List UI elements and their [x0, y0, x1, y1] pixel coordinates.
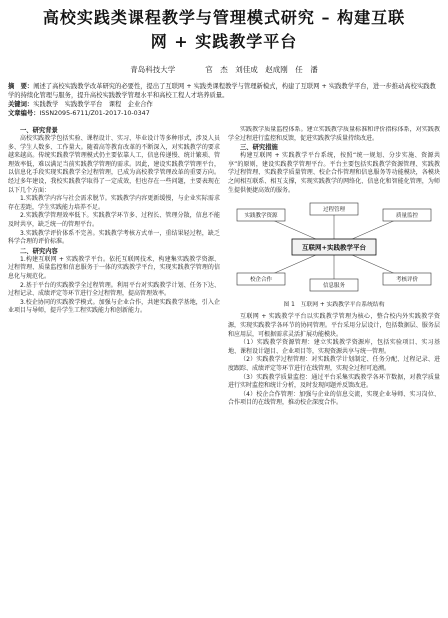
title-line-1: 高校实践类课程教学与管理模式研究 – 构建互联: [42, 8, 406, 27]
keywords-label: 关键词：: [8, 101, 34, 108]
body-paragraph: 高校实践教学包括实验、课程设计、实习、毕业设计等多种形式，涉及人员多、学生人数多、工作量大。随着高等教育改革的不断深入，对实践教学的要求越来越高。传统实践教学管理模式仍主要依靠人工，信息传递慢、统计繁琐、管理效率低，难以满足当前实践教学管理的需求。因此，建设实践教学管理平台，以信息化手段实现实践教学全过程管理，已成为高校教学管理改革的重要方向。经过多年建设，我校实践教学取得了一定成效，但也存在一些问题，主要表现在以下几个方面：: [8, 135, 220, 194]
section-heading: 三、研究措施: [240, 144, 278, 152]
figure-caption: 图 1 互联网 + 实践教学平台系统结构: [283, 301, 385, 308]
docid-label: 文章编号：: [8, 110, 40, 117]
body-columns: [8, 126, 440, 408]
body-paragraph: 构建互联网 + 实践教学平台系统，按照“统一规划、分步实施、资源共享”的原则，建设实践教学管理平台。平台主要包括实践教学资源管理、实践教学过程管理、实践教学质量管理、校企合作管理和信息服务等功能模块，各模块之间相互联系、相互支撑，实现实践教学的网络化、信息化和智能化管理，为师生提供便捷高效的服务。: [228, 152, 440, 194]
body-paragraph: 2.实践教学管理效率低下。实践教学环节多、过程长、管理分散，信息不能及时共享，缺乏统一的管理平台。: [8, 212, 220, 228]
diagram-center-label: 互联网+实践教学平台: [302, 243, 366, 252]
keywords: [8, 100, 440, 109]
diagram-node-label: 实践教学资源: [244, 213, 278, 220]
body-paragraph: 3.实践教学评价体系不完善。实践教学考核方式单一，重结果轻过程，缺乏科学合理的评价标准。: [8, 229, 220, 246]
platform-diagram-svg: [231, 201, 437, 293]
body-paragraph: 互联网 + 实践教学平台以实践教学管理为核心，整合校内外实践教学资源，实现实践教学各环节的协同管理。平台采用分层设计，包括数据层、服务层和应用层，可根据需求灵活扩展功能模块。: [228, 313, 440, 338]
keywords-text: 实践教学 实践教学平台 课程 企业合作: [33, 101, 153, 108]
body-paragraph: 1.构建互联网 + 实践教学平台。依托互联网技术，构建集实践教学资源、过程管理、质量监控和信息服务于一体的实践教学平台，实现实践教学管理的信息化与规范化。: [8, 255, 220, 280]
body-paragraph: （3）实践教学质量监控：通过平台采集实践教学各环节数据，对教学质量进行实时监控和统计分析，及时发现问题并反馈改进。: [228, 373, 440, 390]
article-meta: [8, 82, 440, 118]
diagram-node-label: 质量监控: [395, 213, 419, 220]
platform-diagram: [228, 201, 440, 297]
body-paragraph: 3.校企协同的实践教学模式。加强与企业合作，共建实践教学基地，引入企业项目与导师，提升学生工程实践能力和创新能力。: [8, 298, 220, 315]
document-id: [8, 109, 440, 118]
abstract-text: 阐述了高校实践教学改革研究的必要性，提出了互联网 + 实践类课程教学与管理新模式，构建了互联网 + 实践教学平台，进一步推动高校实践教学的持续化管理与服务，提升高校实践教学管理水平和高校工程人才培养质量。: [8, 83, 436, 99]
section-heading: 二、研究内容: [20, 247, 58, 255]
body-paragraph: 1.实践教学内容与社会需求脱节。实践教学内容更新缓慢，与企业实际需求存在差距，学生实践能力培养不足。: [8, 195, 220, 211]
docid-text: ISSN2095-6711/Z01-2017-10-0347: [39, 110, 150, 117]
abstract-label: 摘 要：: [8, 83, 34, 90]
body-paragraph: （1）实践教学资源管理：建立实践教学资源库，包括实验项目、实习基地、课程设计题目、企业项目等，实现资源共享与统一管理。: [228, 339, 440, 355]
diagram-node-label: 考核评价: [395, 277, 419, 284]
right-column-bottom: [228, 313, 440, 408]
right-column-top: [228, 126, 440, 195]
title-line-2: 网 + 实践教学平台: [150, 32, 298, 51]
article-title: [8, 6, 440, 54]
author-line: 青岛科技大学 官 杰 刘佳成 赵成刚 任 潘: [130, 65, 318, 74]
body-paragraph: 实践教学质量监控体系。建立实践教学质量标准和评价指标体系，对实践教学全过程进行监控和反馈，促进实践教学质量持续改进。: [228, 126, 440, 142]
right-column: [228, 126, 440, 408]
body-paragraph: （2）实践教学过程管理：对实践教学计划制定、任务分配、过程记录、进度跟踪、成绩评定等环节进行在线管理，实现全过程可追溯。: [228, 356, 440, 372]
diagram-node-label: 校企合作: [249, 277, 273, 284]
body-paragraph: （4）校企合作管理：加强与企业的信息交流，实现企业导师、实习岗位、合作项目的在线管理，推动校企深度合作。: [228, 390, 440, 407]
body-paragraph: 2.基于平台的实践教学全过程管理。利用平台对实践教学计划、任务下达、过程记录、成绩评定等环节进行全过程管理，提高管理效率。: [8, 281, 220, 298]
left-column: [8, 126, 220, 408]
section-heading: 一、研究背景: [20, 127, 58, 134]
diagram-node-label: 过程管理: [322, 207, 346, 214]
abstract: [8, 82, 440, 100]
diagram-node-label: 信息服务: [322, 283, 346, 290]
